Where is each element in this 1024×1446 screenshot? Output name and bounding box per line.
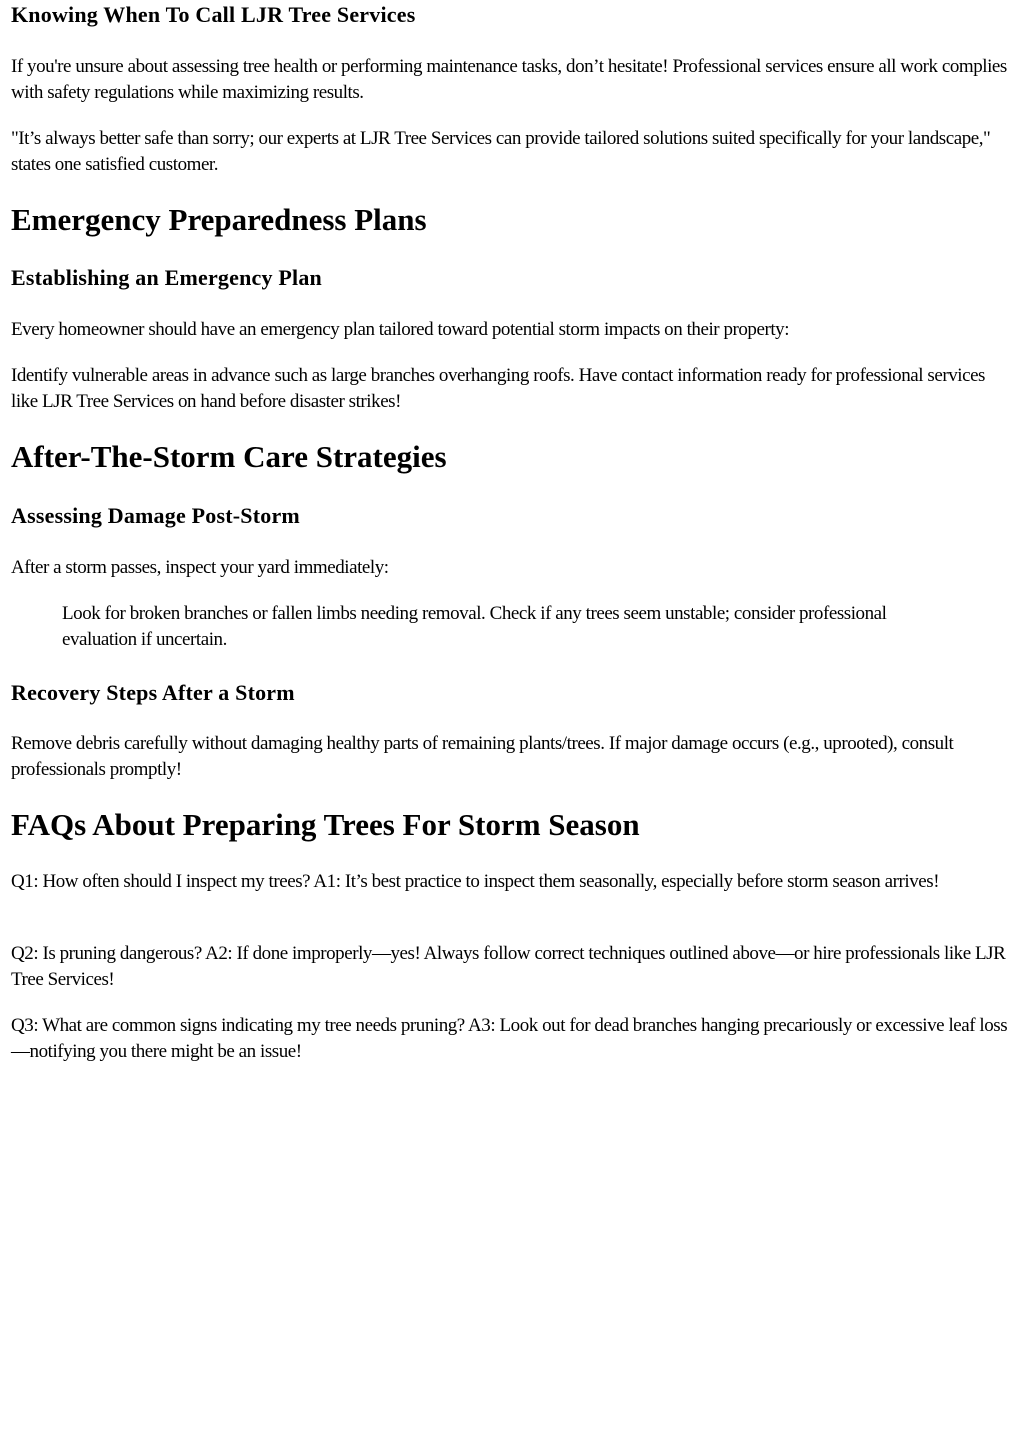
faq-item-q2: Q2: Is pruning dangerous? A2: If done improperly—yes! Always follow correct techniques outlined above—or hire professionals like LJR Tree Services! — [11, 943, 1006, 990]
paragraph-identify-vulnerable: Identify vulnerable areas in advance such as large branches overhanging roofs. Have contact information ready for professional services like LJR Tree Services on hand before disaster strikes! — [11, 365, 985, 412]
heading-recovery-steps: Recovery Steps After a Storm — [11, 680, 295, 705]
faq-item-q3: Q3: What are common signs indicating my tree needs pruning? A3: Look out for dead branches hanging precariously or excessive leaf loss—notifying you there might be an issue! — [11, 1015, 1008, 1062]
heading-after-the-storm: After-The-Storm Care Strategies — [11, 439, 447, 474]
blockquote-look-for-branches: Look for broken branches or fallen limbs needing removal. Check if any trees seem unstable; consider professional evaluation if uncertain. — [62, 603, 887, 650]
heading-faqs: FAQs About Preparing Trees For Storm Season — [11, 807, 640, 842]
paragraph-customer-quote: "It’s always better safe than sorry; our experts at LJR Tree Services can provide tailored solutions suited specifically for your landscape," states one satisfied customer. — [11, 128, 991, 175]
heading-emergency-preparedness: Emergency Preparedness Plans — [11, 202, 427, 237]
heading-assessing-damage: Assessing Damage Post-Storm — [11, 503, 300, 528]
paragraph-every-homeowner: Every homeowner should have an emergency plan tailored toward potential storm impacts on their property: — [11, 319, 790, 340]
faq-item-q1: Q1: How often should I inspect my trees? A1: It’s best practice to inspect them seasonally, especially before storm season arrives! — [11, 871, 940, 892]
heading-knowing-when-to-call: Knowing When To Call LJR Tree Services — [11, 2, 416, 27]
heading-establishing-plan: Establishing an Emergency Plan — [11, 265, 322, 290]
paragraph-after-storm-passes: After a storm passes, inspect your yard immediately: — [11, 557, 389, 578]
paragraph-unsure-assessing: If you're unsure about assessing tree health or performing maintenance tasks, don’t hesitate! Professional services ensure all work complies with safety regulations while maximizing results. — [11, 56, 1007, 103]
paragraph-remove-debris: Remove debris carefully without damaging healthy parts of remaining plants/trees. If major damage occurs (e.g., uprooted), consult professionals promptly! — [11, 733, 954, 780]
